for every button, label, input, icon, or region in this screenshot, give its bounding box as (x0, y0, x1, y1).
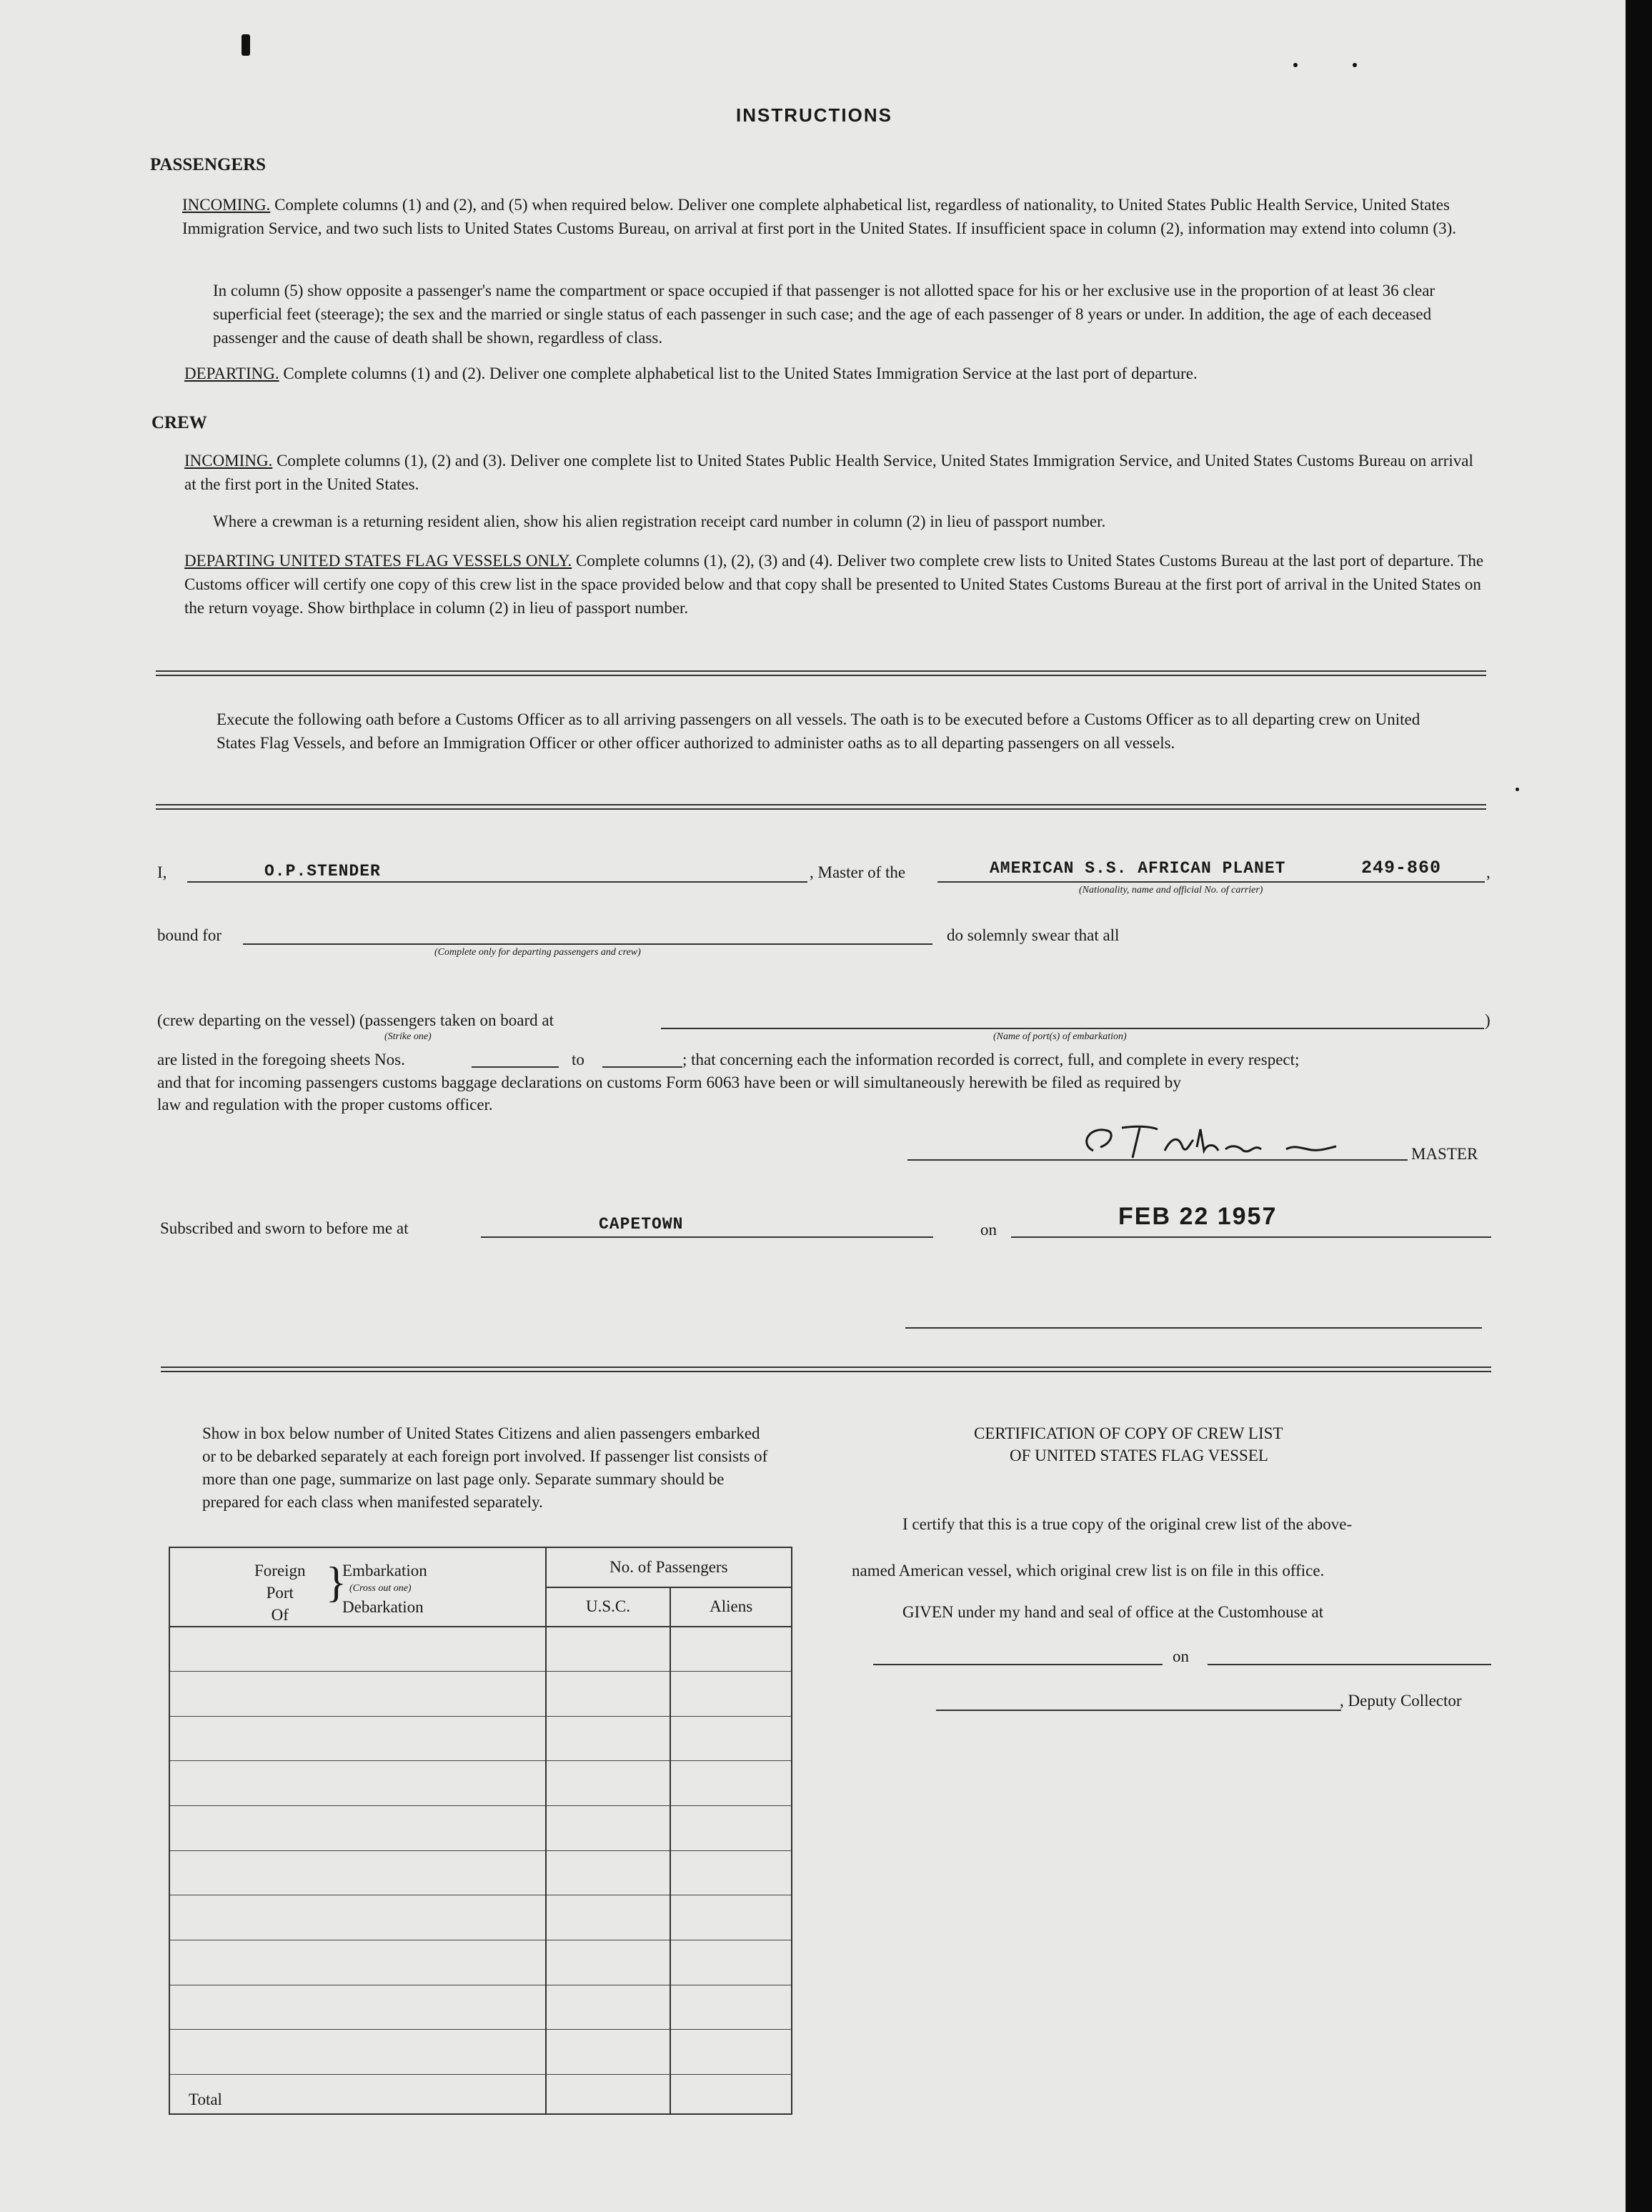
summary-row-aliens-cell[interactable] (670, 1672, 792, 1717)
summary-row-aliens-cell[interactable] (670, 1940, 792, 1985)
crew-departing-text: Complete columns (1), (2), (3) and (4). Deliver two complete crew lists to United States Customs Bureau at the last port of departure. The Customs officer will certify one copy of this crew list in the space provided below and that copy shall be presented to United States Customs Bureau at the first port of arrival in the United States on the return voyage. Show birthplace in column (2) in lieu of passport number. (184, 552, 1484, 617)
col-aliens: Aliens (670, 1587, 792, 1627)
listed-text-c: ; that concerning each the information recorded is correct, full, and complete in every respect; (682, 1051, 1300, 1068)
deputy-collector-label: , Deputy Collector (1340, 1692, 1462, 1710)
col-debarkation: Debarkation (342, 1598, 424, 1616)
sworn-place: CAPETOWN (599, 1215, 684, 1234)
bound-caption: (Complete only for departing passengers and crew) (434, 947, 641, 958)
summary-row-usc-cell[interactable] (546, 1761, 671, 1806)
total-label: Total (169, 2074, 546, 2114)
summary-row-aliens-cell[interactable] (670, 1985, 792, 2030)
carrier-line (937, 881, 1485, 883)
summary-row-aliens-cell[interactable] (670, 2030, 792, 2075)
crew-departing-paragraph (184, 549, 1485, 620)
certification-title-line1: CERTIFICATION OF COPY OF CREW LIST (974, 1424, 1283, 1442)
passengers-departing-paragraph (184, 362, 1485, 385)
customhouse-place-line (873, 1664, 1163, 1665)
col-passengers: No. of Passengers (546, 1547, 792, 1587)
summary-row-port-cell[interactable] (169, 1806, 546, 1851)
scan-mark (242, 34, 250, 56)
col-port: Port (266, 1584, 294, 1602)
crew-incoming-label: INCOMING. (184, 452, 273, 470)
certification-line3: GIVEN under my hand and seal of office at the Customhouse at (902, 1603, 1324, 1621)
listed-text-3: law and regulation with the proper customs officer. (157, 1096, 493, 1114)
brace-icon: } (326, 1559, 347, 1606)
scan-mark (1353, 63, 1357, 67)
summary-row-port-cell[interactable] (169, 1895, 546, 1940)
col-embarkation: Embarkation (342, 1562, 427, 1579)
master-name-line (187, 881, 807, 883)
bound-for-line (243, 943, 932, 945)
strike-caption: (Strike one) (384, 1031, 432, 1042)
sworn-date-stamp: FEB 22 1957 (1118, 1203, 1278, 1230)
oath-i-label: I, (157, 863, 167, 881)
summary-row-usc-cell[interactable] (546, 2030, 671, 2075)
close-paren: ) (1485, 1011, 1491, 1029)
divider (161, 1367, 1491, 1372)
passengers-incoming-paragraph (182, 193, 1483, 240)
port-header-cell (169, 1547, 546, 1627)
carrier-caption: (Nationality, name and official No. of carrier) (1079, 885, 1263, 896)
summary-row-usc-cell[interactable] (546, 1940, 671, 1985)
crew-departing-label: DEPARTING UNITED STATES FLAG VESSELS ONLY. (184, 552, 572, 570)
summary-row-port-cell[interactable] (169, 1985, 546, 2030)
crew-alien-paragraph: Where a crewman is a returning resident alien, show his alien registration receipt card number in column (2) in lieu of passport number. (213, 512, 1106, 530)
sworn-date-line (1011, 1236, 1491, 1238)
certification-title-line2: OF UNITED STATES FLAG VESSEL (1010, 1447, 1268, 1464)
oath-instruction: Execute the following oath before a Customs Officer as to all arriving passengers on all vessels. The oath is to be executed before a Customs Officer as to all departing crew on United States Flag Vessels, and before an Immigration Officer or other officer authorized to administer oaths as to all departing passengers on all vessels. (217, 710, 1420, 752)
master-signature (1072, 1122, 1372, 1165)
master-of-label: , Master of the (810, 863, 906, 881)
summary-row-aliens-cell[interactable] (670, 1761, 792, 1806)
summary-row-usc-cell[interactable] (546, 1850, 671, 1895)
carrier-name: AMERICAN S.S. AFRICAN PLANET (990, 859, 1286, 878)
subscribed-label: Subscribed and sworn to before me at (160, 1219, 409, 1237)
crew-incoming-paragraph (184, 449, 1485, 496)
passengers-incoming-label: INCOMING. (182, 196, 271, 214)
summary-row-usc-cell[interactable] (546, 1895, 671, 1940)
customhouse-date-line (1208, 1664, 1491, 1665)
sheets-to-line (602, 1066, 682, 1068)
summary-row-aliens-cell[interactable] (670, 1895, 792, 1940)
bound-for-label: bound for (157, 926, 222, 944)
summary-row-port-cell[interactable] (169, 2030, 546, 2075)
passengers-heading: PASSENGERS (150, 155, 267, 174)
certification-on-label: on (1173, 1647, 1189, 1665)
crew-departing-text: (crew departing on the vessel) (passengers taken on board at (157, 1011, 554, 1029)
divider (156, 670, 1486, 676)
listed-text-2: and that for incoming passengers customs baggage declarations on customs Form 6063 have been or will simultaneously herewith be filed as required by (157, 1073, 1181, 1092)
master-name: O.P.STENDER (264, 862, 381, 881)
summary-row-usc-cell[interactable] (546, 1806, 671, 1851)
on-label: on (980, 1221, 997, 1239)
crew-heading: CREW (151, 413, 207, 432)
listed-text-a: are listed in the foregoing sheets Nos. (157, 1051, 405, 1068)
crew-incoming-text: Complete columns (1), (2) and (3). Deliver one complete list to United States Public Health Service, United States Immigration Service, and United States Customs Bureau on arrival at the first port in the United States. (184, 452, 1473, 493)
passengers-incoming-text: Complete columns (1) and (2), and (5) when required below. Deliver one complete alphabetical list, regardless of nationality, to United States Public Health Service, United States Immigration Service, and two such lists to United States Customs Bureau, on arrival at first port in the United States. If insufficient space in column (2), information may extend into column (3). (182, 196, 1456, 237)
carrier-comma: , (1486, 863, 1491, 881)
summary-row-aliens-cell[interactable] (670, 1716, 792, 1761)
summary-row-aliens-cell[interactable] (670, 1850, 792, 1895)
sworn-place-line (481, 1236, 933, 1238)
total-usc-cell[interactable] (546, 2074, 671, 2114)
passengers-departing-text: Complete columns (1) and (2). Deliver one complete alphabetical list to the United States Immigration Service at the last port of departure. (283, 364, 1198, 382)
page-title: INSTRUCTIONS (736, 104, 892, 126)
deputy-collector-line (936, 1710, 1341, 1711)
col-foreign: Foreign (254, 1562, 306, 1579)
summary-row-usc-cell[interactable] (546, 1716, 671, 1761)
total-aliens-cell[interactable] (670, 2074, 792, 2114)
sheets-from-line (472, 1066, 559, 1068)
divider (156, 804, 1486, 810)
passenger-summary-table (169, 1547, 792, 2115)
summary-row-usc-cell[interactable] (546, 1627, 671, 1672)
summary-row-port-cell[interactable] (169, 1672, 546, 1717)
summary-row-port-cell[interactable] (169, 1627, 546, 1672)
summary-row-usc-cell[interactable] (546, 1985, 671, 2030)
summary-row-port-cell[interactable] (169, 1940, 546, 1985)
scan-mark (1293, 63, 1298, 67)
summary-row-port-cell[interactable] (169, 1850, 546, 1895)
summary-row-port-cell[interactable] (169, 1716, 546, 1761)
certification-line2: named American vessel, which original crew list is on file in this office. (852, 1562, 1325, 1579)
passengers-column5-paragraph: In column (5) show opposite a passenger's name the compartment or space occupied if that passenger is not allotted space for his or her exclusive use in the proportion of at least 36 clear superficial feet (steerage); the sex and the married or single status of each passenger in such case; and the age of each passenger of 8 years or under. In addition, the age of each deceased passenger and the cause of death shall be shown, regardless of class. (213, 282, 1435, 347)
ports-line (661, 1028, 1484, 1029)
carrier-number: 249-860 (1361, 858, 1442, 878)
scan-mark (1516, 788, 1519, 791)
col-cross-out: (Cross out one) (349, 1583, 412, 1594)
summary-row-port-cell[interactable] (169, 1761, 546, 1806)
master-label: MASTER (1411, 1145, 1478, 1163)
summary-row-usc-cell[interactable] (546, 1672, 671, 1717)
passengers-departing-label: DEPARTING. (184, 364, 279, 382)
summary-row-aliens-cell[interactable] (670, 1627, 792, 1672)
summary-row-aliens-cell[interactable] (670, 1806, 792, 1851)
col-of: Of (271, 1606, 289, 1624)
swear-text: do solemnly swear that all (947, 926, 1120, 944)
certification-line1: I certify that this is a true copy of the original crew list of the above- (902, 1515, 1353, 1533)
listed-text-b: to (572, 1051, 584, 1068)
ports-caption: (Name of port(s) of embarkation) (993, 1031, 1127, 1042)
summary-instructions: Show in box below number of United States Citizens and alien passengers embarked or to be debarked separately at each foreign port involved. If passenger list consists of more than one page, summarize on last page only. Separate summary should be prepared for each class when manifested separately. (202, 1424, 768, 1511)
officer-signature-line (905, 1327, 1482, 1329)
col-usc: U.S.C. (546, 1587, 671, 1627)
